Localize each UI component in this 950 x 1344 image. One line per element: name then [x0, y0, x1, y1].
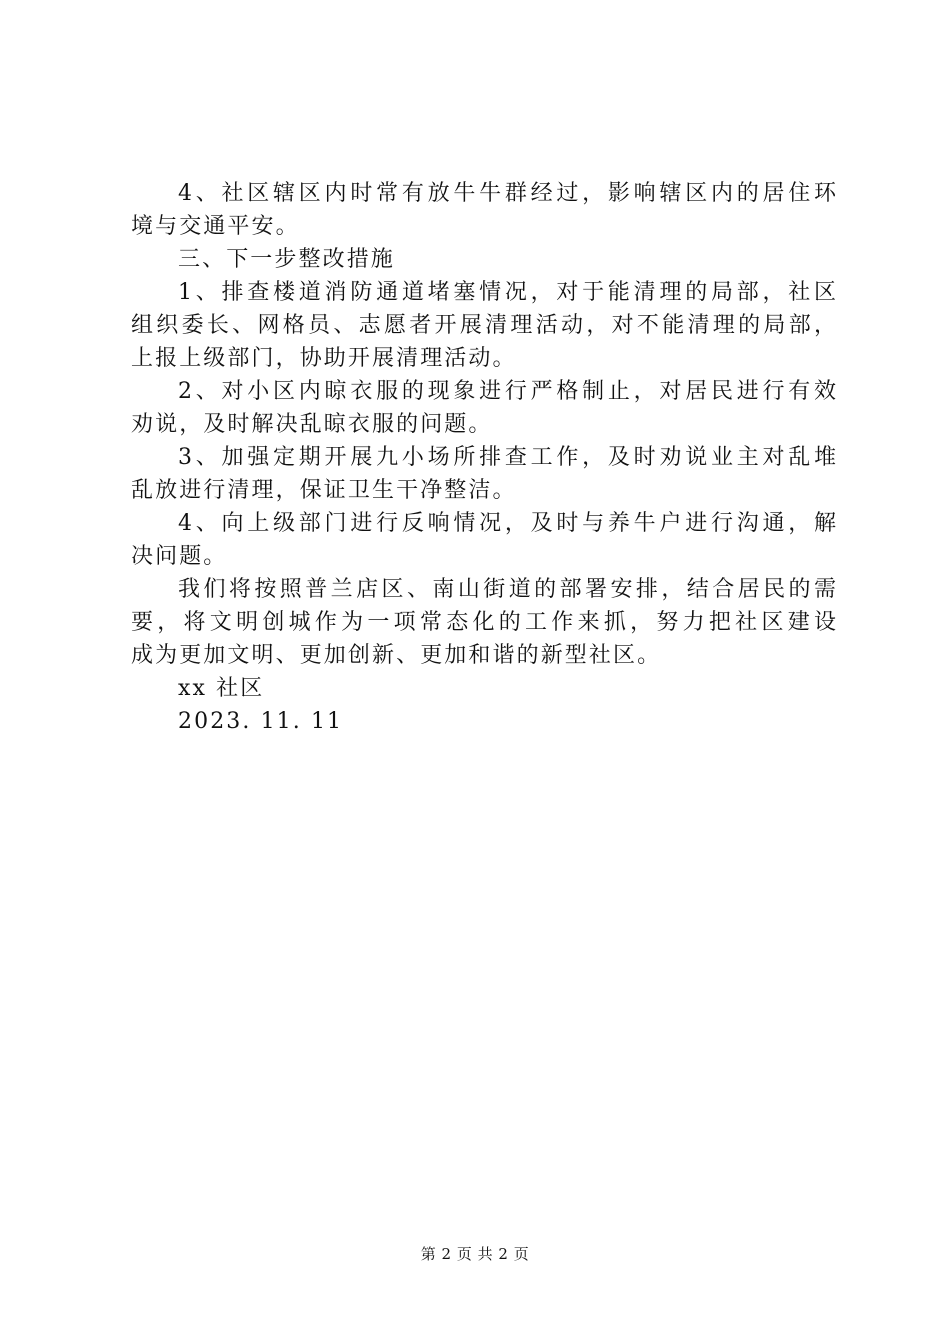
- paragraph-line: 组织委长、网格员、志愿者开展清理活动，对不能清理的局部，: [131, 313, 836, 338]
- paragraph-line: 上报上级部门，协助开展清理活动。: [131, 346, 517, 371]
- signature-community: xx 社区: [178, 676, 265, 701]
- paragraph-line: 境与交通平安。: [131, 214, 300, 239]
- paragraph-line: 劝说，及时解决乱晾衣服的问题。: [131, 412, 493, 437]
- paragraph-line: 我们将按照普兰店区、南山街道的部署安排，结合居民的需: [178, 577, 836, 602]
- paragraph-line: 2、对小区内晾衣服的现象进行严格制止，对居民进行有效: [178, 379, 836, 404]
- document-body: [131, 177, 836, 738]
- paragraph-line: 4、向上级部门进行反响情况，及时与养牛户进行沟通，解: [178, 511, 836, 536]
- page-footer: 第 2 页 共 2 页: [420, 1245, 530, 1263]
- signature-date: 2023. 11. 11: [178, 709, 344, 734]
- paragraph-line: 决问题。: [131, 544, 228, 569]
- paragraph-line: 乱放进行清理，保证卫生干净整洁。: [131, 478, 517, 503]
- paragraph-line: 3、加强定期开展九小场所排查工作，及时劝说业主对乱堆: [178, 445, 836, 470]
- paragraph-line: 1、排查楼道消防通道堵塞情况，对于能清理的局部，社区: [178, 280, 836, 305]
- paragraph-line: 成为更加文明、更加创新、更加和谐的新型社区。: [131, 643, 662, 668]
- section-heading: 三、下一步整改措施: [178, 247, 395, 272]
- paragraph-line: 要，将文明创城作为一项常态化的工作来抓，努力把社区建设: [131, 610, 836, 635]
- paragraph-line: 4、社区辖区内时常有放牛牛群经过，影响辖区内的居住环: [178, 181, 836, 206]
